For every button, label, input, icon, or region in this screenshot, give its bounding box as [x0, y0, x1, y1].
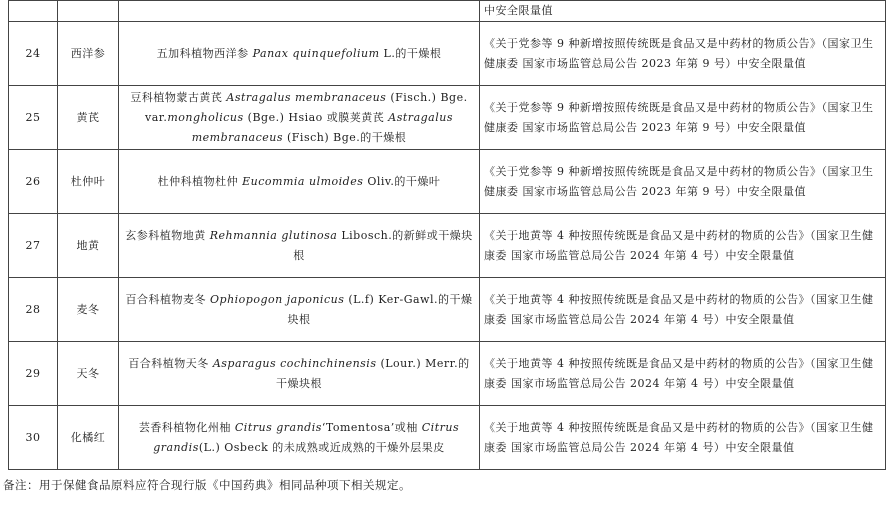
limit-basis: 《关于地黄等 4 种按照传统既是食品又是中药材的物质的公告》（国家卫生健康委 国家市场监管总局公告 2024 年第 4 号）中安全限量值 [480, 406, 886, 470]
limit-basis: 《关于地黄等 4 种按照传统既是食品又是中药材的物质的公告》（国家卫生健康委 国家市场监管总局公告 2024 年第 4 号）中安全限量值 [480, 342, 886, 406]
ingredient-name: 天冬 [58, 342, 119, 406]
ingredient-source: 玄参科植物地黄 Rehmannia glutinosa Libosch.的新鲜或干燥块根 [119, 214, 480, 278]
table-row [9, 22, 886, 86]
table-row [9, 214, 886, 278]
table-row [9, 150, 886, 214]
table-row [9, 86, 886, 150]
row-number: 29 [9, 342, 58, 406]
row-number [9, 1, 58, 22]
row-number: 27 [9, 214, 58, 278]
limit-basis: 《关于党参等 9 种新增按照传统既是食品又是中药材的物质公告》（国家卫生健康委 国家市场监管总局公告 2023 年第 9 号）中安全限量值 [480, 86, 886, 150]
row-number: 25 [9, 86, 58, 150]
ingredient-name [58, 1, 119, 22]
ingredient-source [119, 1, 480, 22]
ingredient-name: 地黄 [58, 214, 119, 278]
ingredient-name: 麦冬 [58, 278, 119, 342]
ingredient-source: 百合科植物麦冬 Ophiopogon japonicus (L.f) Ker-Gawl.的干燥块根 [119, 278, 480, 342]
limit-basis: 《关于党参等 9 种新增按照传统既是食品又是中药材的物质公告》（国家卫生健康委 国家市场监管总局公告 2023 年第 9 号）中安全限量值 [480, 22, 886, 86]
ingredient-name: 化橘红 [58, 406, 119, 470]
table-row [9, 1, 886, 22]
limit-basis: 《关于地黄等 4 种按照传统既是食品又是中药材的物质的公告》（国家卫生健康委 国家市场监管总局公告 2024 年第 4 号）中安全限量值 [480, 278, 886, 342]
row-number: 26 [9, 150, 58, 214]
row-number: 28 [9, 278, 58, 342]
footnote: 备注：用于保健食品原料应符合现行版《中国药典》相同品种项下相关规定。 [3, 478, 411, 492]
table-row [9, 342, 886, 406]
table-row [9, 406, 886, 470]
ingredient-source: 五加科植物西洋参 Panax quinquefolium L.的干燥根 [119, 22, 480, 86]
ingredient-name: 黄芪 [58, 86, 119, 150]
row-number: 24 [9, 22, 58, 86]
ingredient-source: 杜仲科植物杜仲 Eucommia ulmoides Oliv.的干燥叶 [119, 150, 480, 214]
ingredient-table [8, 0, 886, 470]
table-row [9, 278, 886, 342]
ingredient-source: 豆科植物蒙古黄芪 Astragalus membranaceus (Fisch.) Bge. var.mongholicus (Bge.) Hsiao 或膜荚黄芪 Astragalus membranaceus (Fisch) Bge.的干燥根 [119, 86, 480, 150]
row-number: 30 [9, 406, 58, 470]
ingredient-name: 西洋参 [58, 22, 119, 86]
limit-basis: 《关于地黄等 4 种按照传统既是食品又是中药材的物质的公告》（国家卫生健康委 国家市场监管总局公告 2024 年第 4 号）中安全限量值 [480, 214, 886, 278]
ingredient-source: 芸香科植物化州柚 Citrus grandis‘Tomentosa’或柚 Citrus grandis(L.) Osbeck 的未成熟或近成熟的干燥外层果皮 [119, 406, 480, 470]
ingredient-name: 杜仲叶 [58, 150, 119, 214]
ingredient-source: 百合科植物天冬 Asparagus cochinchinensis (Lour.) Merr.的干燥块根 [119, 342, 480, 406]
limit-basis: 中安全限量值 [480, 1, 886, 22]
limit-basis: 《关于党参等 9 种新增按照传统既是食品又是中药材的物质公告》（国家卫生健康委 国家市场监管总局公告 2023 年第 9 号）中安全限量值 [480, 150, 886, 214]
